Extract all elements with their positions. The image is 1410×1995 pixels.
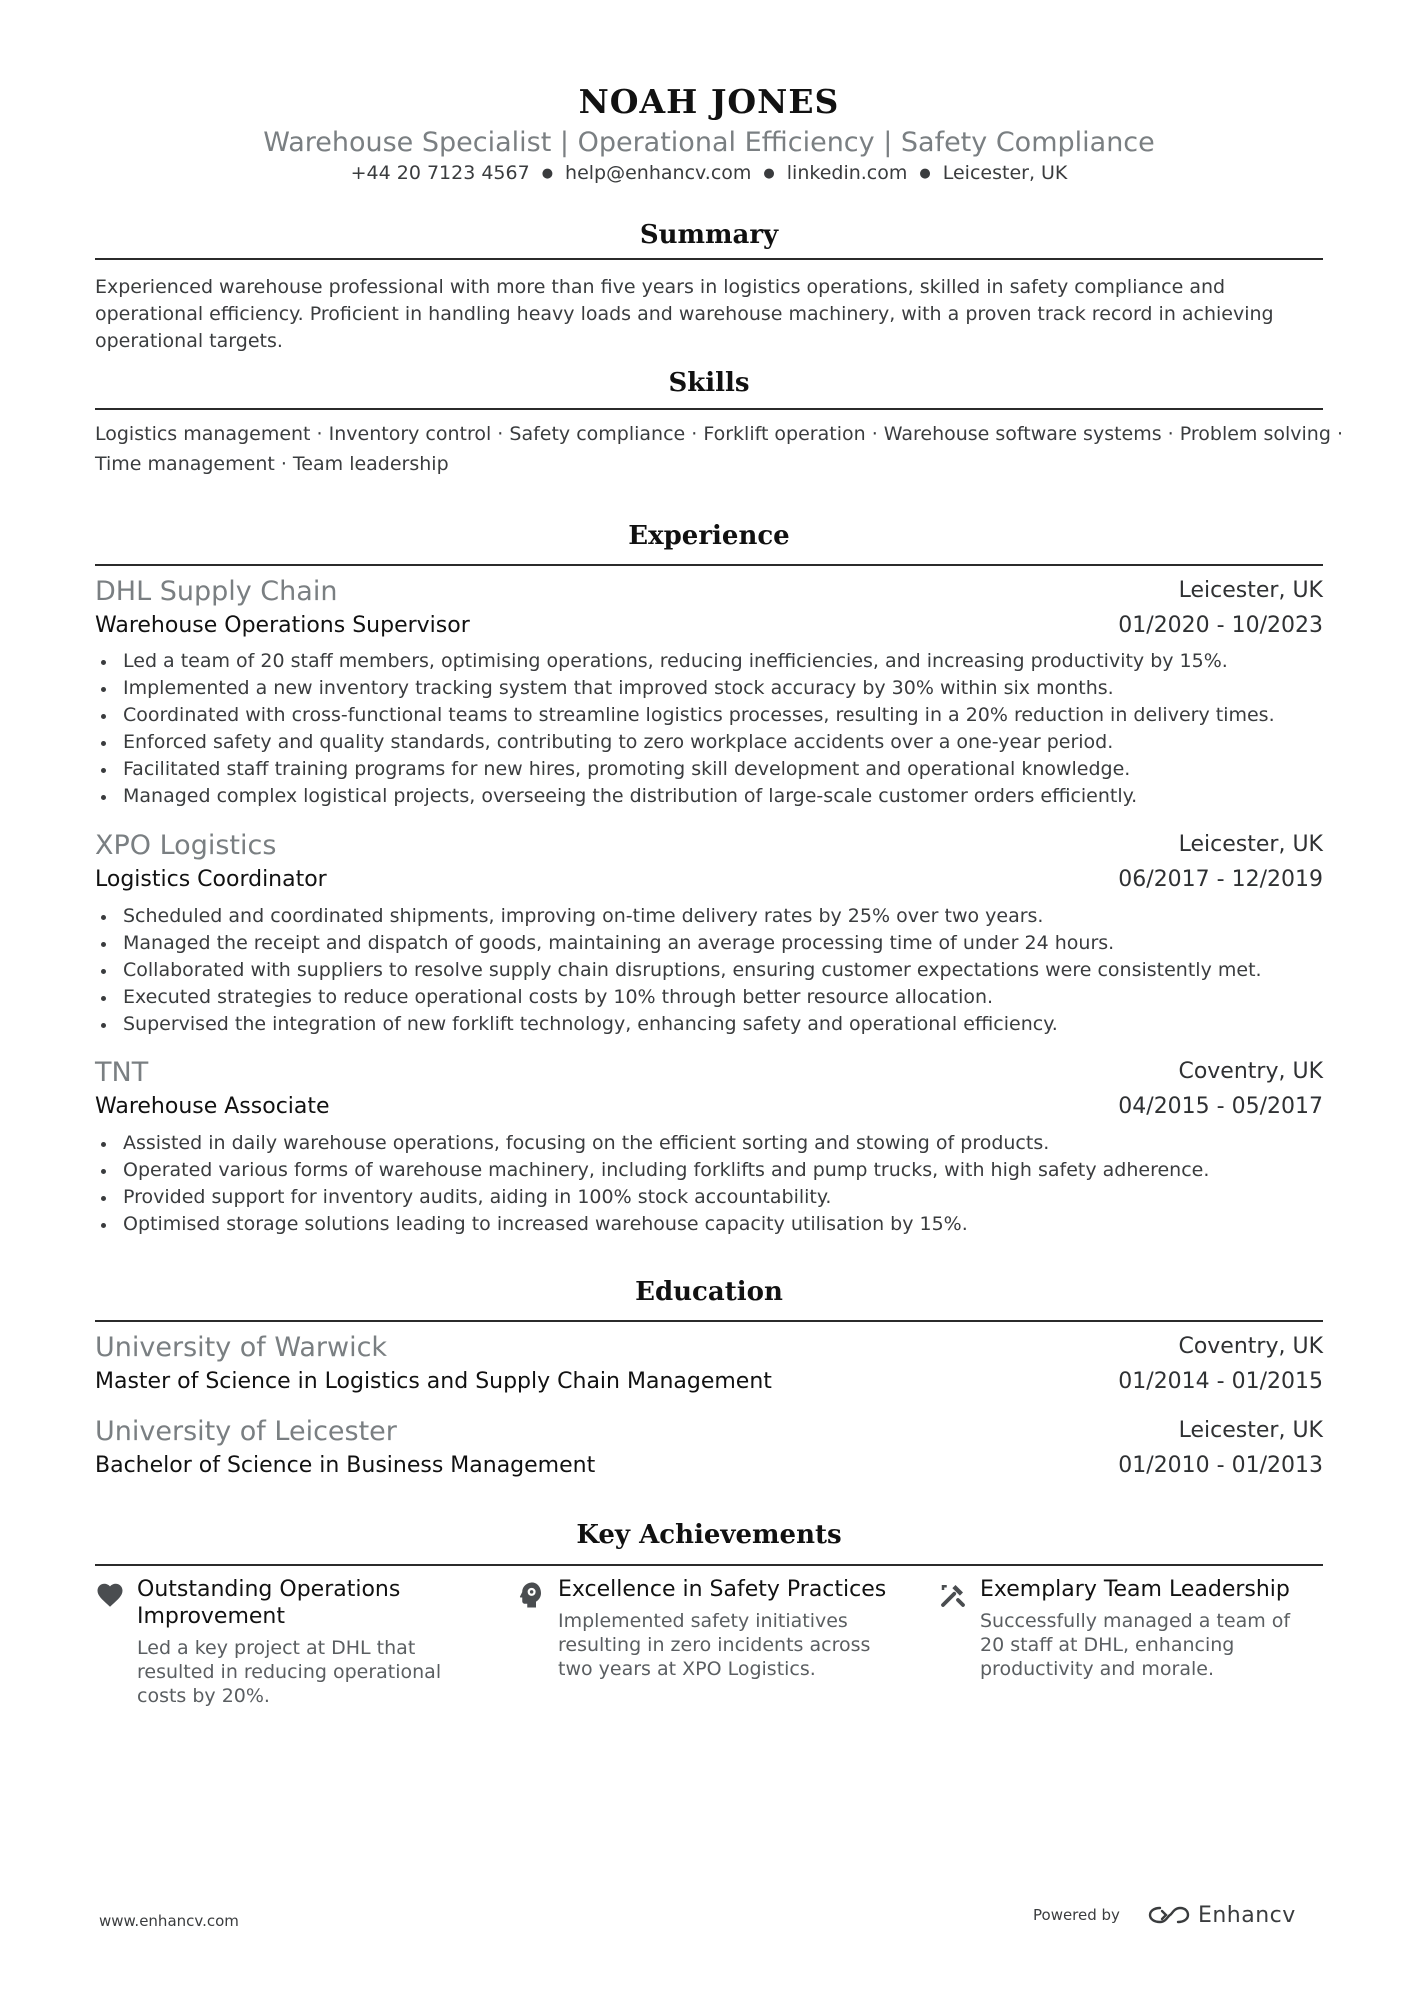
job-bullet: Supervised the integration of new forklift technology, enhancing safety and operational efficiency. <box>95 1011 1323 1038</box>
job-location: Coventry, UK <box>1178 1059 1323 1084</box>
achievement-title: Outstanding Operations Improvement <box>137 1577 401 1629</box>
summary-text: Experienced warehouse professional with more than five years in logistics operations, skilled in safety compliance and operational efficiency. Proficient in handling heavy loads and warehouse machinery, with a proven track record in achieving operational targets. <box>95 276 1274 352</box>
education-school: University of Leicester <box>95 1416 397 1447</box>
contact-line <box>95 162 1323 184</box>
education-location: Leicester, UK <box>1178 1418 1323 1443</box>
summary-title: Summary <box>639 220 779 250</box>
education-degree: Master of Science in Logistics and Supply Chain Management <box>95 1369 772 1394</box>
job-bullet: Provided support for inventory audits, aiding in 100% stock accountability. <box>95 1184 1323 1211</box>
achievements-title: Key Achievements <box>576 1520 842 1550</box>
job-dates: 04/2015 - 05/2017 <box>1118 1094 1323 1119</box>
job-bullet: Operated various forms of warehouse machinery, including forklifts and pump trucks, with high safety adherence. <box>95 1157 1323 1184</box>
contact-linkedin[interactable]: linkedin.com <box>786 162 908 184</box>
contact-email[interactable]: help@enhancv.com <box>565 162 752 184</box>
job-dates: 01/2020 - 10/2023 <box>1118 613 1323 638</box>
job-company: TNT <box>95 1057 149 1088</box>
education-title: Education <box>635 1277 783 1307</box>
achievements-divider <box>95 1564 1323 1566</box>
job-company: XPO Logistics <box>95 830 277 861</box>
powered-by-label: Powered by <box>1033 1906 1120 1924</box>
job-bullet: Optimised storage solutions leading to increased warehouse capacity utilisation by 15%. <box>95 1211 1323 1238</box>
skills-divider <box>95 408 1323 410</box>
separator-dot: ● <box>763 166 775 181</box>
job-bullet: Coordinated with cross-functional teams to streamline logistics processes, resulting in a 20% reduction in delivery times. <box>95 702 1323 729</box>
job-bullet: Managed the receipt and dispatch of goods, maintaining an average processing time of under 24 hours. <box>95 930 1323 957</box>
summary-divider <box>95 258 1323 260</box>
experience-divider <box>95 564 1323 566</box>
job-bullet: Facilitated staff training programs for new hires, promoting skill development and operational knowledge. <box>95 756 1323 783</box>
job-role: Warehouse Associate <box>95 1094 330 1119</box>
job-location: Leicester, UK <box>1178 578 1323 603</box>
enhancv-wordmark: Enhancv <box>1197 1902 1296 1928</box>
job-role: Warehouse Operations Supervisor <box>95 613 470 638</box>
achievement-desc: Led a key project at DHL that resulted in reducing operational costs by 20%. <box>137 1637 442 1707</box>
achievement-title: Excellence in Safety Practices <box>558 1577 887 1602</box>
job-bullet: Executed strategies to reduce operational costs by 10% through better resource allocation. <box>95 984 1323 1011</box>
tools-icon <box>938 1580 968 1610</box>
job-bullet: Collaborated with suppliers to resolve supply chain disruptions, ensuring customer expectations were consistently met. <box>95 957 1323 984</box>
job-bullet: Scheduled and coordinated shipments, improving on-time delivery rates by 25% over two years. <box>95 903 1323 930</box>
candidate-tagline: Warehouse Specialist | Operational Efficiency | Safety Compliance <box>263 127 1155 158</box>
contact-phone: +44 20 7123 4567 <box>350 162 530 184</box>
footer-website[interactable]: www.enhancv.com <box>99 1912 239 1930</box>
job-dates: 06/2017 - 12/2019 <box>1118 867 1323 892</box>
education-degree: Bachelor of Science in Business Management <box>95 1453 596 1478</box>
skills-title: Skills <box>668 368 750 398</box>
job-bullet: Implemented a new inventory tracking system that improved stock accuracy by 30% within six months. <box>95 675 1323 702</box>
job-bullets <box>95 648 1323 810</box>
contact-location: Leicester, UK <box>942 162 1068 184</box>
skills-line: Logistics management · Inventory control · Safety compliance · Forklift operation · Warehouse software systems · Problem solving · <box>95 423 1343 445</box>
separator-dot: ● <box>919 166 931 181</box>
education-location: Coventry, UK <box>1178 1334 1323 1359</box>
job-bullets <box>95 903 1323 1038</box>
achievement-desc: Implemented safety initiatives resulting in zero incidents across two years at XPO Logistics. <box>558 1610 871 1680</box>
achievement-desc: Successfully managed a team of 20 staff at DHL, enhancing productivity and morale. <box>980 1610 1291 1680</box>
education-dates: 01/2014 - 01/2015 <box>1118 1369 1323 1394</box>
enhancv-logo-icon <box>1146 1904 1192 1926</box>
experience-title: Experience <box>628 521 790 551</box>
skills-line: Time management · Team leadership <box>95 453 449 475</box>
heart-icon <box>95 1580 125 1610</box>
job-company: DHL Supply Chain <box>95 576 338 607</box>
job-bullet: Enforced safety and quality standards, contributing to zero workplace accidents over a one-year period. <box>95 729 1323 756</box>
head-icon <box>516 1580 546 1610</box>
footer-branding <box>1033 1900 1296 1930</box>
achievement-title: Exemplary Team Leadership <box>980 1577 1290 1602</box>
skills-list <box>95 421 1343 478</box>
job-role: Logistics Coordinator <box>95 867 327 892</box>
job-bullets <box>95 1130 1323 1238</box>
job-bullet: Led a team of 20 staff members, optimising operations, reducing inefficiencies, and increasing productivity by 15%. <box>95 648 1323 675</box>
enhancv-logo[interactable] <box>1146 1903 1296 1928</box>
separator-dot: ● <box>541 166 554 181</box>
job-location: Leicester, UK <box>1178 832 1323 857</box>
education-school: University of Warwick <box>95 1332 388 1363</box>
education-dates: 01/2010 - 01/2013 <box>1118 1453 1323 1478</box>
job-bullet: Assisted in daily warehouse operations, focusing on the efficient sorting and stowing of products. <box>95 1130 1323 1157</box>
candidate-name: NOAH JONES <box>578 82 840 121</box>
job-bullet: Managed complex logistical projects, overseeing the distribution of large-scale customer orders efficiently. <box>95 783 1323 810</box>
education-divider <box>95 1320 1323 1322</box>
